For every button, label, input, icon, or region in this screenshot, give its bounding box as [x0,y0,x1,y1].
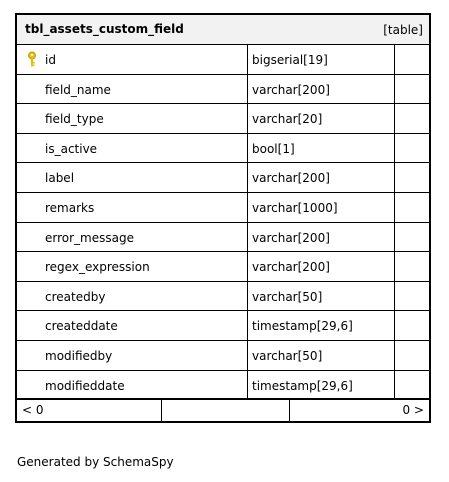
column-type-cell [248,223,395,252]
column-row[interactable] [17,45,429,75]
parents-count-cell[interactable] [17,399,162,421]
column-type: varchar[200] [252,82,330,97]
column-type-cell [248,311,395,340]
children-count-cell[interactable] [290,399,429,421]
key-icon [26,51,38,67]
column-name: is_active [45,141,98,156]
column-extra-cell [395,282,429,311]
column-name-cell [17,341,248,370]
column-row[interactable] [17,311,429,341]
column-name: field_name [45,82,111,97]
column-row[interactable] [17,193,429,223]
column-row[interactable] [17,341,429,371]
column-extra-cell [395,75,429,104]
column-row[interactable] [17,223,429,253]
column-type-cell [248,371,395,400]
column-type-cell [248,163,395,192]
column-name: error_message [45,230,134,245]
column-name: remarks [45,200,95,215]
table-header [17,15,429,45]
table-kind: [table] [383,23,423,37]
column-extra-cell [395,341,429,370]
column-name: modifieddate [45,378,125,393]
column-type: timestamp[29,6] [252,319,353,334]
table-node [15,13,431,423]
column-type: timestamp[29,6] [252,378,353,393]
column-type-cell [248,252,395,281]
children-count: 0 > [402,403,424,417]
footer-middle-cell [162,399,290,421]
column-type-cell [248,75,395,104]
column-row[interactable] [17,104,429,134]
column-extra-cell [395,45,429,74]
column-name: regex_expression [45,260,150,275]
column-extra-cell [395,163,429,192]
column-type: varchar[1000] [252,200,338,215]
column-extra-cell [395,311,429,340]
column-type: varchar[20] [252,112,323,127]
column-name-cell [17,45,248,74]
column-name: modifiedby [45,348,113,363]
column-extra-cell [395,252,429,281]
column-type-cell [248,134,395,163]
column-row[interactable] [17,282,429,312]
column-row[interactable] [17,134,429,164]
column-name: field_type [45,112,104,127]
column-name-cell [17,252,248,281]
column-type: varchar[50] [252,348,323,363]
column-type-cell [248,45,395,74]
column-name-cell [17,223,248,252]
column-type: bool[1] [252,141,295,156]
column-extra-cell [395,371,429,400]
column-type: varchar[200] [252,260,330,275]
column-type-cell [248,341,395,370]
column-type-cell [248,104,395,133]
column-type: varchar[50] [252,289,323,304]
column-list [17,45,429,400]
column-type: varchar[200] [252,171,330,186]
column-type-cell [248,282,395,311]
generator-credit: Generated by SchemaSpy [17,455,174,469]
column-name: id [45,53,56,67]
column-name-cell [17,134,248,163]
column-row[interactable] [17,163,429,193]
column-extra-cell [395,104,429,133]
column-type: varchar[200] [252,230,330,245]
column-name-cell [17,311,248,340]
column-extra-cell [395,223,429,252]
column-name-cell [17,104,248,133]
column-extra-cell [395,134,429,163]
parents-count: < 0 [22,403,44,417]
column-extra-cell [395,193,429,222]
column-name-cell [17,75,248,104]
column-name-cell [17,193,248,222]
column-type-cell [248,193,395,222]
column-name-cell [17,282,248,311]
column-name: createdby [45,289,106,304]
column-row[interactable] [17,252,429,282]
column-row[interactable] [17,371,429,401]
column-name-cell [17,163,248,192]
table-name[interactable]: tbl_assets_custom_field [25,22,184,36]
column-name: createddate [45,319,118,334]
column-row[interactable] [17,75,429,105]
table-footer [17,398,429,421]
column-name: label [45,171,75,186]
column-name-cell [17,371,248,400]
column-type: bigserial[19] [252,53,328,67]
